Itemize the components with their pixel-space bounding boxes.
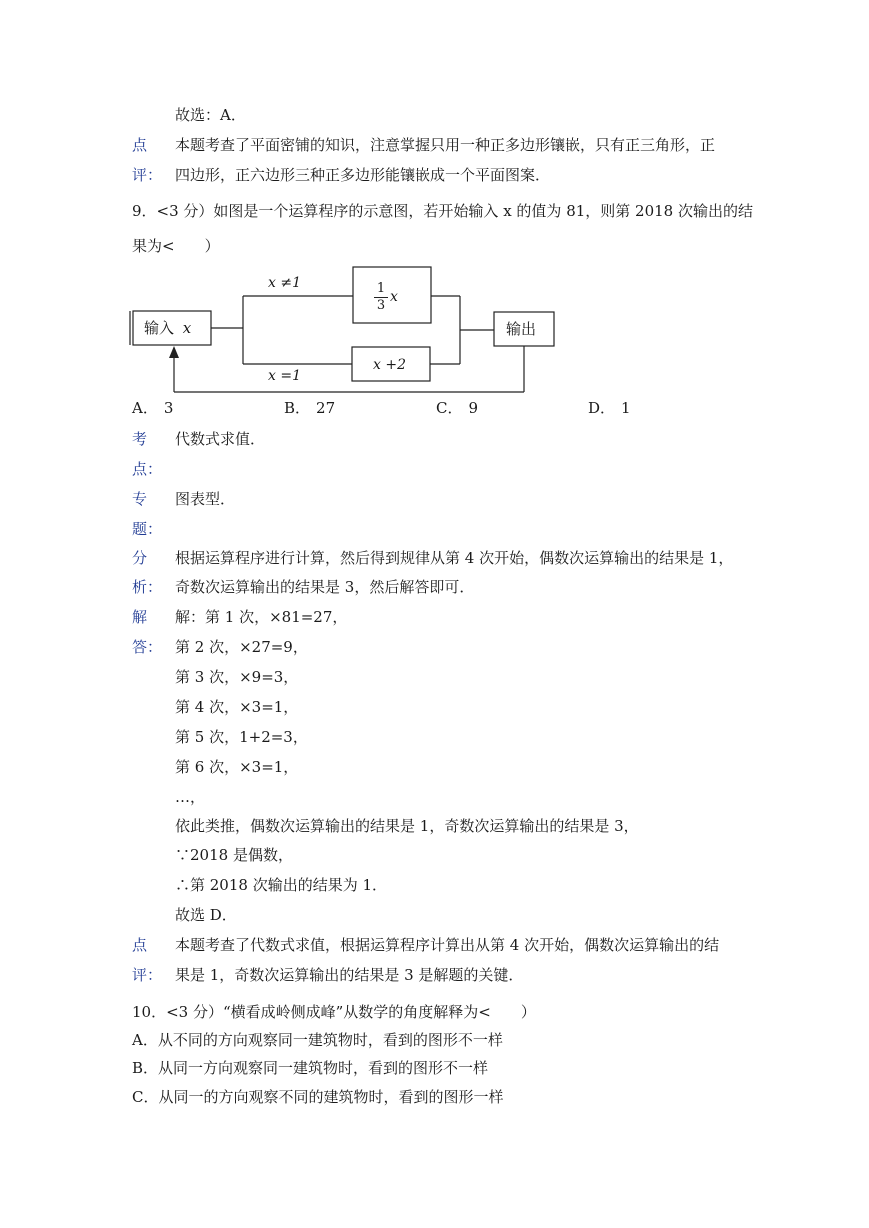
q10-option-a: A．从不同的方向观察同一建筑物时，看到的图形不一样 bbox=[132, 1031, 503, 1049]
jieda-line-3: 第 3 次，×9=3， bbox=[175, 668, 299, 686]
q9-option-b bbox=[284, 398, 335, 418]
jieda-line-6: 第 6 次，×3=1， bbox=[175, 758, 299, 776]
q9-option-a-letter: A． bbox=[132, 399, 158, 417]
dianping-label-1: 点 bbox=[132, 936, 148, 954]
input-box-label bbox=[144, 318, 191, 338]
jieda-line-4: 第 4 次，×3=1， bbox=[175, 698, 299, 716]
jieda-label-1: 解 bbox=[132, 608, 148, 626]
feedback-arrow-icon bbox=[169, 346, 179, 358]
jieda-line-5: 第 5 次，1+2=3， bbox=[175, 728, 308, 746]
prev-comment-label-1: 点 bbox=[132, 136, 148, 154]
condition-not-one: x ≠1 bbox=[268, 275, 301, 291]
jieda-line-2: 第 2 次，×27=9， bbox=[175, 638, 308, 656]
prev-comment-line-2: 四边形，正六边形三种正多边形能镶嵌成一个平面图案． bbox=[175, 166, 551, 184]
fraction-denominator: 3 bbox=[376, 298, 386, 313]
output-box-label: 输出 bbox=[506, 320, 537, 338]
jieda-label-2: 答： bbox=[132, 638, 163, 656]
kaodian-text: 代数式求值． bbox=[175, 430, 266, 448]
jieda-line-1: 解：第 1 次，×81=27， bbox=[175, 608, 348, 626]
dianping-label-2: 评： bbox=[132, 966, 163, 984]
fenxi-line-2: 奇数次运算输出的结果是 3，然后解答即可． bbox=[175, 578, 475, 596]
input-var: x bbox=[182, 319, 192, 337]
q9-option-c bbox=[436, 398, 478, 418]
q9-option-a bbox=[132, 398, 173, 418]
zhuanti-label-2: 题： bbox=[132, 520, 163, 538]
fenxi-label-2: 析： bbox=[132, 578, 163, 596]
dianping-line-2: 果是 1，奇数次运算输出的结果是 3 是解题的关键． bbox=[175, 966, 524, 984]
fraction-var: x bbox=[390, 289, 398, 305]
jieda-line-10: ∴第 2018 次输出的结果为 1． bbox=[175, 876, 388, 894]
condition-equal-one: x =1 bbox=[268, 368, 301, 384]
q9-stem-line-2: 果为< ） bbox=[132, 237, 220, 255]
jieda-line-7: …， bbox=[175, 788, 206, 806]
q9-option-a-value: 3 bbox=[163, 399, 174, 417]
fenxi-label-1: 分 bbox=[132, 549, 148, 567]
q9-option-b-value: 27 bbox=[316, 399, 336, 417]
q10-stem: 10．<3 分）“横看成岭侧成峰”从数学的角度解释为< ） bbox=[132, 1003, 536, 1021]
q9-option-c-letter: C． bbox=[436, 399, 463, 417]
input-label-text: 输入 bbox=[144, 319, 175, 337]
q10-option-c: C．从同一的方向观察不同的建筑物时，看到的图形一样 bbox=[132, 1088, 504, 1106]
zhuanti-label-1: 专 bbox=[132, 490, 148, 508]
q9-option-d bbox=[588, 398, 631, 418]
jieda-line-11: 故选 D． bbox=[175, 906, 237, 924]
prev-comment-line-1: 本题考查了平面密铺的知识，注意掌握只用一种正多边形镶嵌，只有正三角形，正 bbox=[175, 136, 716, 154]
jieda-line-8: 依此类推，偶数次运算输出的结果是 1，奇数次运算输出的结果是 3， bbox=[175, 817, 639, 835]
kaodian-label-1: 考 bbox=[132, 430, 148, 448]
q9-flow-diagram bbox=[0, 0, 869, 420]
q9-stem-line-1: 9．<3 分）如图是一个运算程序的示意图，若开始输入 x 的值为 81，则第 2018 次输出的结 bbox=[132, 202, 753, 220]
prev-answer-choice: 故选：A． bbox=[175, 106, 246, 124]
jieda-line-9: ∵2018 是偶数， bbox=[175, 846, 293, 864]
q9-option-c-value: 9 bbox=[468, 399, 479, 417]
kaodian-label-2: 点： bbox=[132, 460, 163, 478]
q9-option-d-value: 1 bbox=[621, 399, 631, 417]
fraction-numerator: 1 bbox=[376, 281, 386, 296]
q9-option-d-letter: D． bbox=[588, 399, 616, 417]
fenxi-line-1: 根据运算程序进行计算，然后得到规律从第 4 次开始，偶数次运算输出的结果是 1， bbox=[175, 549, 734, 567]
q10-option-b: B．从同一方向观察同一建筑物时，看到的图形不一样 bbox=[132, 1059, 489, 1077]
prev-comment-label-2: 评： bbox=[132, 166, 163, 184]
q9-option-b-letter: B． bbox=[284, 399, 311, 417]
zhuanti-text: 图表型． bbox=[175, 490, 236, 508]
plus-2-label: x +2 bbox=[373, 357, 406, 373]
dianping-line-1: 本题考查了代数式求值，根据运算程序计算出从第 4 次开始，偶数次运算输出的结 bbox=[175, 936, 720, 954]
